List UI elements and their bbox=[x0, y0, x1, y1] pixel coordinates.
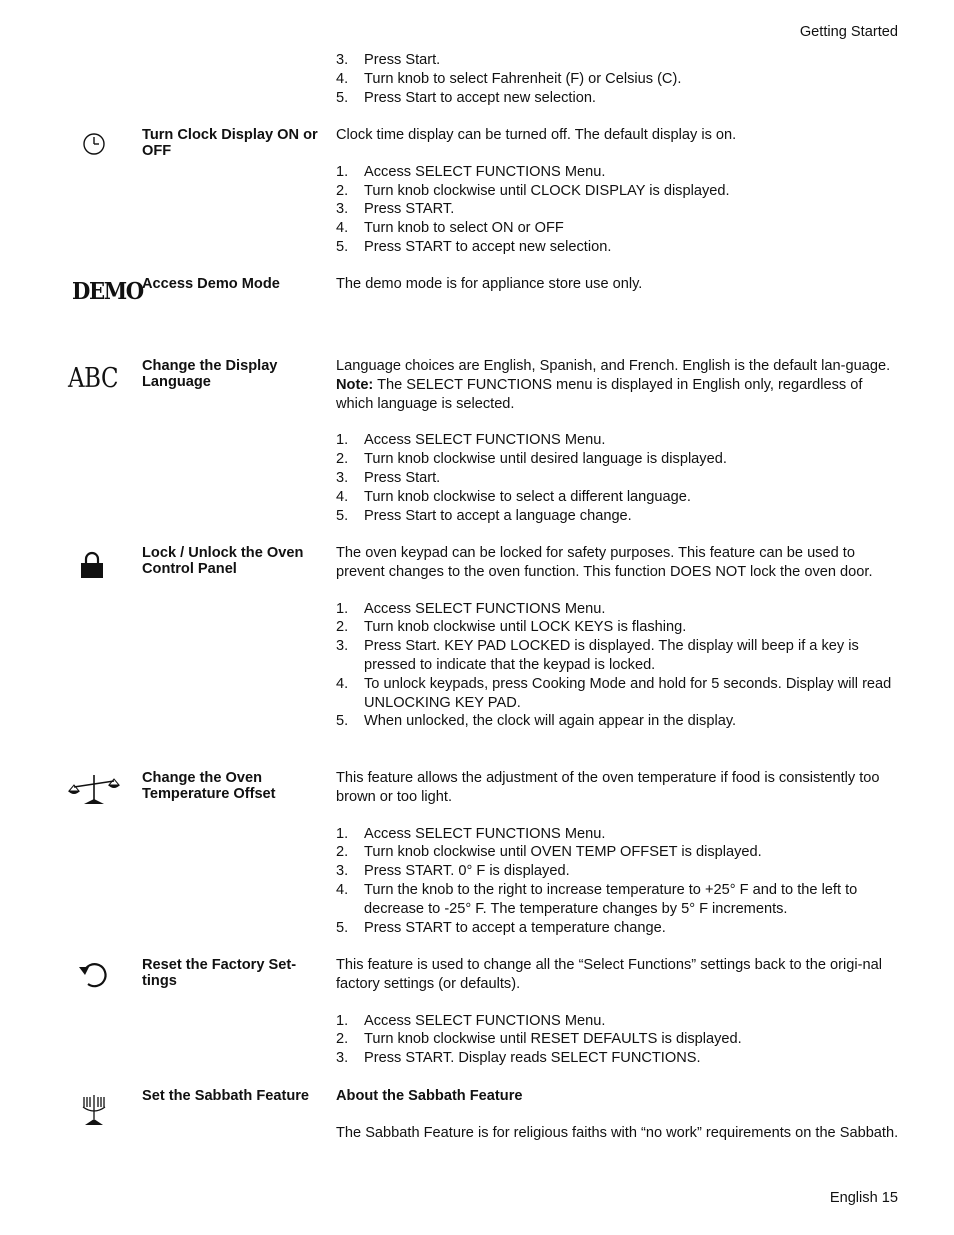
step-text: Access SELECT FUNCTIONS Menu. bbox=[364, 1012, 606, 1029]
step-item bbox=[336, 843, 902, 862]
step-item bbox=[336, 712, 902, 731]
reset-step-list bbox=[336, 1012, 902, 1068]
step-number: 5. bbox=[336, 713, 349, 730]
step-number: 2. bbox=[336, 619, 349, 636]
step-text: Press Start to accept new selection. bbox=[364, 89, 596, 106]
offset-section-body bbox=[336, 769, 902, 937]
step-number: 4. bbox=[336, 70, 349, 87]
step-item bbox=[336, 1012, 902, 1031]
step-item bbox=[336, 1049, 902, 1068]
step-number: 3. bbox=[336, 863, 349, 880]
step-text: Turn knob clockwise until OVEN TEMP OFFSET is displayed. bbox=[364, 844, 762, 861]
clock-section-title: Turn Clock Display ON or OFF bbox=[142, 127, 318, 159]
step-item bbox=[336, 70, 902, 89]
language-section-title: Change the Display Language bbox=[142, 358, 278, 390]
step-number: 1. bbox=[336, 163, 349, 180]
step-number: 3. bbox=[336, 469, 349, 486]
step-text: Press Start. KEY PAD LOCKED is displayed. The display will beep if a key is pressed to indicate that the keypad is locked. bbox=[364, 638, 859, 673]
step-text: Turn knob clockwise to select a different language. bbox=[364, 488, 691, 505]
step-text: Press START. Display reads SELECT FUNCTIONS. bbox=[364, 1050, 701, 1067]
step-text: Press START. bbox=[364, 201, 455, 218]
language-step-list bbox=[336, 431, 902, 525]
reset-icon bbox=[66, 959, 122, 997]
step-item bbox=[336, 675, 902, 713]
demo-description: The demo mode is for appliance store use only. bbox=[336, 276, 643, 292]
step-text: Press Start. bbox=[364, 52, 441, 68]
step-item bbox=[336, 431, 902, 450]
step-number: 5. bbox=[336, 919, 349, 936]
step-number: 1. bbox=[336, 825, 349, 842]
page-number: English 15 bbox=[829, 1190, 898, 1206]
offset-description: This feature allows the adjustment of the oven temperature if food is consistently too brown or too light. bbox=[336, 770, 880, 805]
sabbath-subheading: About the Sabbath Feature bbox=[336, 1088, 523, 1104]
step-text: To unlock keypads, press Cooking Mode and hold for 5 seconds. Display will read UNLOCKING KEY PAD. bbox=[364, 675, 892, 711]
clock-description: Clock time display can be turned off. The default display is on. bbox=[336, 127, 737, 143]
step-text: Turn knob clockwise until CLOCK DISPLAY is displayed. bbox=[364, 182, 730, 199]
reset-section-title: Reset the Factory Set-tings bbox=[142, 957, 297, 989]
step-text: Press Start. bbox=[364, 469, 441, 486]
demo-section-title: Access Demo Mode bbox=[142, 276, 280, 292]
step-item bbox=[336, 469, 902, 488]
clock-icon bbox=[66, 131, 122, 163]
step-number: 2. bbox=[336, 1031, 349, 1048]
language-description bbox=[336, 357, 902, 413]
intro-step-list bbox=[336, 51, 902, 107]
step-text: Access SELECT FUNCTIONS Menu. bbox=[364, 825, 606, 842]
step-number: 2. bbox=[336, 451, 349, 468]
step-number: 5. bbox=[336, 238, 349, 255]
demo-section-body bbox=[336, 275, 902, 312]
step-text: Access SELECT FUNCTIONS Menu. bbox=[364, 432, 606, 449]
step-text: Press START. 0° F is displayed. bbox=[364, 863, 570, 880]
lock-section-title: Lock / Unlock the Oven Control Panel bbox=[142, 545, 304, 577]
clock-step-list bbox=[336, 163, 902, 257]
intro-steps bbox=[336, 51, 902, 107]
step-number: 4. bbox=[336, 220, 349, 237]
step-item bbox=[336, 238, 902, 257]
lock-icon bbox=[66, 550, 122, 586]
step-item bbox=[336, 182, 902, 201]
abc-icon-text: ABC bbox=[68, 363, 119, 394]
step-text: Turn knob clockwise until desired language is displayed. bbox=[364, 451, 727, 468]
step-item bbox=[336, 507, 902, 526]
step-text: Turn knob to select Fahrenheit (F) or Celsius (C). bbox=[364, 70, 682, 87]
step-item bbox=[336, 450, 902, 469]
abc-icon bbox=[68, 364, 124, 394]
offset-section-title: Change the Oven Temperature Offset bbox=[142, 770, 276, 802]
step-number: 1. bbox=[336, 432, 349, 449]
step-text: Access SELECT FUNCTIONS Menu. bbox=[364, 600, 606, 617]
step-number: 4. bbox=[336, 675, 349, 692]
step-item bbox=[336, 51, 902, 70]
step-text: Turn knob clockwise until LOCK KEYS is flashing. bbox=[364, 619, 687, 636]
step-item bbox=[336, 488, 902, 507]
step-text: Turn knob to select ON or OFF bbox=[364, 220, 564, 237]
running-header: Getting Started bbox=[799, 24, 898, 40]
demo-icon bbox=[72, 278, 143, 305]
step-item bbox=[336, 219, 902, 238]
step-text: Access SELECT FUNCTIONS Menu. bbox=[364, 163, 606, 180]
step-number: 2. bbox=[336, 844, 349, 861]
lock-description: The oven keypad can be locked for safety purposes. This feature can be used to prevent changes to the oven function. This function DOES NOT lock the oven door. bbox=[336, 545, 873, 580]
step-item bbox=[336, 163, 902, 182]
offset-step-list bbox=[336, 825, 902, 938]
step-number: 5. bbox=[336, 507, 349, 524]
step-number: 1. bbox=[336, 1012, 349, 1029]
language-section-body bbox=[336, 357, 902, 525]
demo-icon-text: DEMO bbox=[72, 278, 143, 305]
step-number: 4. bbox=[336, 881, 349, 898]
step-item bbox=[336, 618, 902, 637]
step-number: 4. bbox=[336, 488, 349, 505]
step-number: 3. bbox=[336, 52, 349, 68]
step-text: Turn knob clockwise until RESET DEFAULTS is displayed. bbox=[364, 1031, 742, 1048]
step-item bbox=[336, 825, 902, 844]
step-text: Turn the knob to the right to increase temperature to +25° F and to the left to decrease to -25° F. The temperature changes by 5° F increments. bbox=[364, 881, 858, 917]
clock-section-body bbox=[336, 126, 902, 257]
sabbath-section-body bbox=[336, 1087, 902, 1161]
menorah-icon bbox=[66, 1093, 122, 1133]
lock-section-body bbox=[336, 544, 902, 731]
sabbath-description: The Sabbath Feature is for religious faiths with “no work” requirements on the Sabbath. bbox=[336, 1124, 899, 1141]
step-item bbox=[336, 862, 902, 881]
step-item bbox=[336, 600, 902, 619]
language-description-pre: Language choices are English, Spanish, and French. English is the default lan-guage. bbox=[336, 358, 891, 374]
step-item bbox=[336, 89, 902, 108]
note-label: Note: bbox=[336, 376, 374, 393]
lock-step-list bbox=[336, 600, 902, 732]
step-text: Press START to accept a temperature change. bbox=[364, 919, 666, 936]
step-number: 3. bbox=[336, 1050, 349, 1067]
sabbath-section-title: Set the Sabbath Feature bbox=[142, 1088, 310, 1104]
step-number: 5. bbox=[336, 89, 349, 106]
step-text: Press START to accept new selection. bbox=[364, 238, 612, 255]
step-item bbox=[336, 200, 902, 219]
step-number: 3. bbox=[336, 201, 349, 218]
step-item bbox=[336, 919, 902, 938]
step-item bbox=[336, 637, 902, 675]
step-text: When unlocked, the clock will again appear in the display. bbox=[364, 713, 737, 730]
language-description-post: The SELECT FUNCTIONS menu is displayed in English only, regardless of which language is selected. bbox=[336, 376, 863, 412]
step-text: Press Start to accept a language change. bbox=[364, 507, 632, 524]
step-item bbox=[336, 881, 902, 919]
scale-icon bbox=[66, 772, 122, 812]
reset-description: This feature is used to change all the “Select Functions” settings back to the origi-nal factory settings (or defaults). bbox=[336, 957, 882, 992]
reset-section-body bbox=[336, 956, 902, 1068]
step-number: 2. bbox=[336, 182, 349, 199]
step-item bbox=[336, 1030, 902, 1049]
step-number: 3. bbox=[336, 638, 349, 655]
step-number: 1. bbox=[336, 600, 349, 617]
